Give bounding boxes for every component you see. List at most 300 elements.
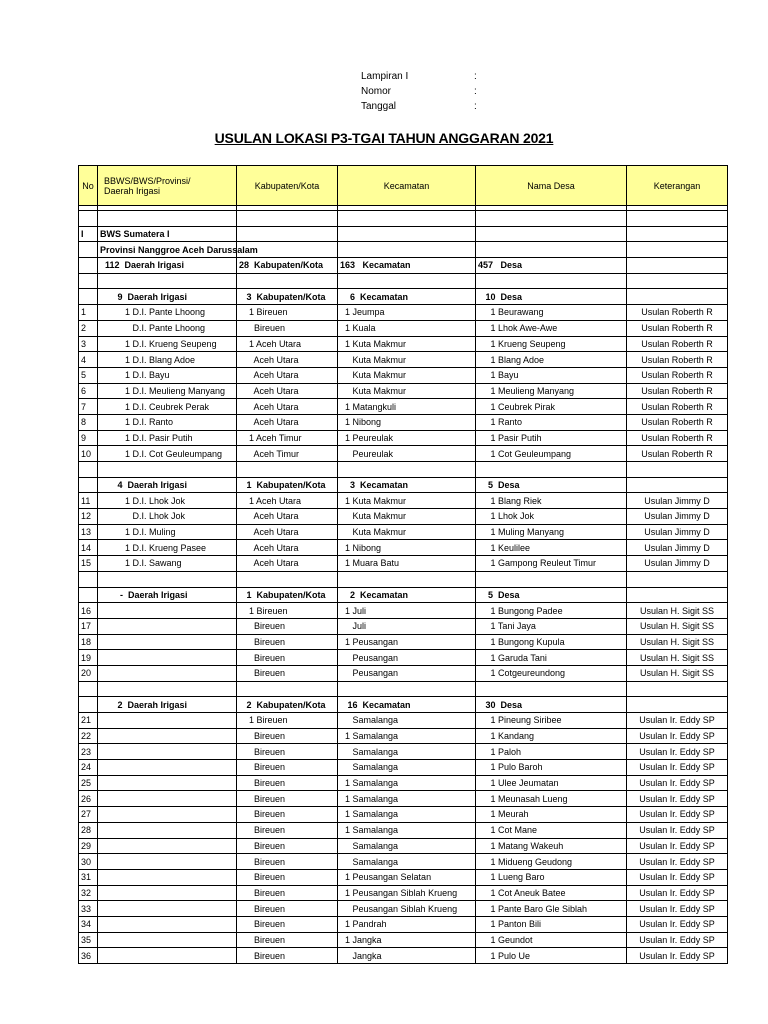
cell-nama-desa: 1 Midueng Geudong — [476, 854, 627, 870]
cell-keterangan: Usulan Roberth R — [627, 383, 728, 399]
cell-keterangan — [627, 681, 728, 697]
cell-daerah-irigasi: 9 Daerah Irigasi — [98, 289, 237, 305]
table-row — [79, 650, 728, 666]
blank-row — [79, 273, 728, 289]
cell-kabupaten: Bireuen — [237, 822, 338, 838]
cell-no: 27 — [79, 807, 98, 823]
meta-row-lampiran — [361, 69, 477, 84]
cell-keterangan — [627, 697, 728, 713]
cell-kecamatan: 1 Juli — [338, 603, 476, 619]
cell-kecamatan: 6 Kecamatan — [338, 289, 476, 305]
cell-no: 36 — [79, 948, 98, 964]
cell-kabupaten: Aceh Utara — [237, 540, 338, 556]
header-nama-desa: Nama Desa — [476, 166, 627, 206]
cell-no: 33 — [79, 901, 98, 917]
cell-kecamatan: 1 Nibong — [338, 414, 476, 430]
cell-no: 35 — [79, 932, 98, 948]
cell-keterangan: Usulan Ir. Eddy SP — [627, 775, 728, 791]
cell-keterangan — [627, 462, 728, 478]
cell-kecamatan: 1 Jeumpa — [338, 305, 476, 321]
cell-no: 13 — [79, 524, 98, 540]
cell-nama-desa: 1 Pulo Ue — [476, 948, 627, 964]
cell-daerah-irigasi: Provinsi Nanggroe Aceh Darussalam — [98, 242, 237, 258]
table-row — [79, 948, 728, 964]
cell-nama-desa: 1 Gampong Reuleut Timur — [476, 556, 627, 572]
cell-keterangan: Usulan Jimmy D — [627, 509, 728, 525]
cell-daerah-irigasi: 2 Daerah Irigasi — [98, 697, 237, 713]
cell-keterangan: Usulan Ir. Eddy SP — [627, 728, 728, 744]
cell-kecamatan: 1 Samalanga — [338, 775, 476, 791]
meta-row-nomor — [361, 84, 477, 99]
cell-daerah-irigasi — [98, 634, 237, 650]
cell-daerah-irigasi — [98, 618, 237, 634]
cell-no: 11 — [79, 493, 98, 509]
cell-nama-desa: 1 Lhok Awe-Awe — [476, 320, 627, 336]
cell-nama-desa: 457 Desa — [476, 258, 627, 274]
cell-no: 34 — [79, 916, 98, 932]
cell-kabupaten: 1 Aceh Timur — [237, 430, 338, 446]
cell-daerah-irigasi — [98, 462, 237, 478]
table-row — [79, 603, 728, 619]
cell-no — [79, 289, 98, 305]
cell-kecamatan: 1 Samalanga — [338, 728, 476, 744]
cell-nama-desa: 1 Geundot — [476, 932, 627, 948]
cell-kabupaten: Bireuen — [237, 320, 338, 336]
cell-kecamatan: Jangka — [338, 948, 476, 964]
cell-no: 7 — [79, 399, 98, 415]
cell-kabupaten: Aceh Timur — [237, 446, 338, 462]
meta-label: Tanggal — [361, 101, 397, 112]
cell-daerah-irigasi — [98, 211, 237, 227]
cell-keterangan — [627, 477, 728, 493]
cell-daerah-irigasi: 1 D.I. Krueng Pasee — [98, 540, 237, 556]
cell-kecamatan — [338, 571, 476, 587]
cell-kabupaten: Bireuen — [237, 885, 338, 901]
header-kecamatan: Kecamatan — [338, 166, 476, 206]
cell-keterangan: Usulan Roberth R — [627, 336, 728, 352]
cell-kecamatan: Kuta Makmur — [338, 383, 476, 399]
cell-kecamatan: 1 Peusangan Selatan — [338, 869, 476, 885]
table-row — [79, 242, 728, 258]
cell-nama-desa: 1 Matang Wakeuh — [476, 838, 627, 854]
cell-keterangan: Usulan Roberth R — [627, 305, 728, 321]
cell-kabupaten: 1 Bireuen — [237, 603, 338, 619]
cell-nama-desa: 1 Pante Baro Gle Siblah — [476, 901, 627, 917]
cell-kecamatan: 1 Samalanga — [338, 807, 476, 823]
table-row — [79, 305, 728, 321]
document-title: USULAN LOKASI P3-TGAI TAHUN ANGGARAN 2021 — [214, 130, 554, 146]
meta-label: Lampiran I — [361, 71, 409, 82]
cell-kecamatan: Juli — [338, 618, 476, 634]
cell-daerah-irigasi: 1 D.I. Ceubrek Perak — [98, 399, 237, 415]
cell-daerah-irigasi — [98, 885, 237, 901]
cell-kecamatan: 1 Kuala — [338, 320, 476, 336]
cell-nama-desa: 1 Cotgeureundong — [476, 665, 627, 681]
cell-kabupaten: Aceh Utara — [237, 524, 338, 540]
blank-row — [79, 571, 728, 587]
table-row — [79, 760, 728, 776]
cell-daerah-irigasi — [98, 916, 237, 932]
cell-keterangan: Usulan Ir. Eddy SP — [627, 807, 728, 823]
cell-nama-desa: 1 Cot Mane — [476, 822, 627, 838]
cell-daerah-irigasi — [98, 665, 237, 681]
cell-kabupaten: Aceh Utara — [237, 399, 338, 415]
table-row — [79, 399, 728, 415]
table-row — [79, 822, 728, 838]
cell-no — [79, 681, 98, 697]
meta-row-tanggal — [361, 99, 477, 114]
cell-no: 18 — [79, 634, 98, 650]
table-row — [79, 854, 728, 870]
cell-kecamatan: Peusangan — [338, 650, 476, 666]
cell-no: 12 — [79, 509, 98, 525]
cell-no — [79, 477, 98, 493]
cell-nama-desa: 1 Ceubrek Pirak — [476, 399, 627, 415]
cell-no — [79, 211, 98, 227]
cell-daerah-irigasi: D.I. Lhok Jok — [98, 509, 237, 525]
cell-daerah-irigasi — [98, 603, 237, 619]
cell-daerah-irigasi — [98, 650, 237, 666]
cell-keterangan: Usulan Ir. Eddy SP — [627, 760, 728, 776]
cell-nama-desa: 30 Desa — [476, 697, 627, 713]
cell-no: 8 — [79, 414, 98, 430]
cell-no: 17 — [79, 618, 98, 634]
cell-kabupaten: Bireuen — [237, 665, 338, 681]
cell-keterangan — [627, 226, 728, 242]
blank-row — [79, 211, 728, 227]
document-meta — [361, 69, 477, 114]
cell-kabupaten: Bireuen — [237, 650, 338, 666]
cell-nama-desa: 5 Desa — [476, 477, 627, 493]
cell-nama-desa: 1 Pulo Baroh — [476, 760, 627, 776]
cell-no: 10 — [79, 446, 98, 462]
cell-kabupaten: Aceh Utara — [237, 556, 338, 572]
cell-keterangan: Usulan Jimmy D — [627, 524, 728, 540]
cell-kabupaten — [237, 273, 338, 289]
cell-keterangan: Usulan Ir. Eddy SP — [627, 838, 728, 854]
cell-keterangan: Usulan H. Sigit SS — [627, 634, 728, 650]
table-row — [79, 414, 728, 430]
cell-keterangan: Usulan Ir. Eddy SP — [627, 822, 728, 838]
cell-daerah-irigasi — [98, 838, 237, 854]
cell-nama-desa: 1 Ulee Jeumatan — [476, 775, 627, 791]
cell-no: 16 — [79, 603, 98, 619]
cell-kecamatan: Kuta Makmur — [338, 367, 476, 383]
cell-kabupaten: Aceh Utara — [237, 352, 338, 368]
table-row — [79, 226, 728, 242]
table-row — [79, 838, 728, 854]
cell-daerah-irigasi: 1 D.I. Muling — [98, 524, 237, 540]
cell-keterangan — [627, 258, 728, 274]
cell-kecamatan: 3 Kecamatan — [338, 477, 476, 493]
cell-daerah-irigasi — [98, 713, 237, 729]
header-kabupaten: Kabupaten/Kota — [237, 166, 338, 206]
cell-kabupaten: 28 Kabupaten/Kota — [237, 258, 338, 274]
cell-no — [79, 697, 98, 713]
cell-keterangan: Usulan Roberth R — [627, 352, 728, 368]
cell-keterangan: Usulan Ir. Eddy SP — [627, 885, 728, 901]
table-row — [79, 383, 728, 399]
cell-daerah-irigasi: 1 D.I. Lhok Jok — [98, 493, 237, 509]
cell-no: 32 — [79, 885, 98, 901]
cell-kecamatan — [338, 211, 476, 227]
cell-kecamatan: 1 Kuta Makmur — [338, 336, 476, 352]
table-row — [79, 901, 728, 917]
cell-daerah-irigasi: 112 Daerah Irigasi — [98, 258, 237, 274]
cell-kecamatan: Kuta Makmur — [338, 509, 476, 525]
cell-keterangan: Usulan Ir. Eddy SP — [627, 791, 728, 807]
table-row — [79, 477, 728, 493]
cell-no: 29 — [79, 838, 98, 854]
cell-keterangan: Usulan Roberth R — [627, 399, 728, 415]
cell-kabupaten — [237, 681, 338, 697]
cell-daerah-irigasi: 1 D.I. Ranto — [98, 414, 237, 430]
cell-keterangan: Usulan Roberth R — [627, 430, 728, 446]
cell-no — [79, 273, 98, 289]
table-row — [79, 540, 728, 556]
table-row — [79, 446, 728, 462]
cell-kecamatan: 163 Kecamatan — [338, 258, 476, 274]
cell-no: 1 — [79, 305, 98, 321]
cell-daerah-irigasi: 1 D.I. Bayu — [98, 367, 237, 383]
cell-kecamatan: Peureulak — [338, 446, 476, 462]
cell-keterangan: Usulan Ir. Eddy SP — [627, 744, 728, 760]
cell-nama-desa: 1 Cot Geuleumpang — [476, 446, 627, 462]
cell-no: 22 — [79, 728, 98, 744]
cell-kabupaten: 1 Kabupaten/Kota — [237, 587, 338, 603]
table-header-row — [79, 166, 728, 206]
cell-daerah-irigasi: 1 D.I. Pante Lhoong — [98, 305, 237, 321]
cell-daerah-irigasi: D.I. Pante Lhoong — [98, 320, 237, 336]
cell-no: 20 — [79, 665, 98, 681]
cell-kabupaten — [237, 462, 338, 478]
cell-no: 9 — [79, 430, 98, 446]
cell-nama-desa: 1 Krueng Seupeng — [476, 336, 627, 352]
cell-no: 28 — [79, 822, 98, 838]
cell-kecamatan: Peusangan — [338, 665, 476, 681]
cell-no: 31 — [79, 869, 98, 885]
cell-kabupaten: Bireuen — [237, 728, 338, 744]
table-row — [79, 618, 728, 634]
header-daerah-irigasi — [98, 166, 237, 206]
cell-kecamatan: 1 Peureulak — [338, 430, 476, 446]
cell-keterangan — [627, 242, 728, 258]
cell-nama-desa: 1 Kandang — [476, 728, 627, 744]
cell-nama-desa — [476, 681, 627, 697]
cell-no: 23 — [79, 744, 98, 760]
cell-nama-desa: 1 Bungong Padee — [476, 603, 627, 619]
cell-kabupaten: Bireuen — [237, 854, 338, 870]
table-body — [79, 206, 728, 964]
cell-nama-desa — [476, 242, 627, 258]
cell-kecamatan: 1 Samalanga — [338, 822, 476, 838]
cell-kecamatan: 1 Kuta Makmur — [338, 493, 476, 509]
cell-kecamatan: Kuta Makmur — [338, 352, 476, 368]
table-row — [79, 587, 728, 603]
cell-nama-desa: 1 Pineung Siribee — [476, 713, 627, 729]
cell-nama-desa: 1 Ranto — [476, 414, 627, 430]
cell-no: 21 — [79, 713, 98, 729]
cell-keterangan: Usulan Roberth R — [627, 320, 728, 336]
cell-kabupaten: Bireuen — [237, 791, 338, 807]
cell-daerah-irigasi: 1 D.I. Blang Adoe — [98, 352, 237, 368]
cell-daerah-irigasi: - Daerah Irigasi — [98, 587, 237, 603]
cell-nama-desa — [476, 211, 627, 227]
cell-nama-desa: 1 Lhok Jok — [476, 509, 627, 525]
table-row — [79, 524, 728, 540]
cell-nama-desa: 1 Cot Aneuk Batee — [476, 885, 627, 901]
cell-kabupaten: 1 Aceh Utara — [237, 493, 338, 509]
cell-no — [79, 258, 98, 274]
cell-daerah-irigasi — [98, 932, 237, 948]
cell-nama-desa — [476, 226, 627, 242]
cell-nama-desa: 1 Tani Jaya — [476, 618, 627, 634]
cell-no: I — [79, 226, 98, 242]
cell-kabupaten: Bireuen — [237, 901, 338, 917]
table-row — [79, 869, 728, 885]
cell-daerah-irigasi — [98, 791, 237, 807]
table-row — [79, 775, 728, 791]
cell-no: 2 — [79, 320, 98, 336]
cell-no — [79, 571, 98, 587]
cell-no — [79, 462, 98, 478]
cell-kabupaten — [237, 571, 338, 587]
table-row — [79, 885, 728, 901]
cell-no — [79, 242, 98, 258]
cell-kabupaten: Bireuen — [237, 775, 338, 791]
cell-nama-desa: 5 Desa — [476, 587, 627, 603]
cell-daerah-irigasi: 1 D.I. Pasir Putih — [98, 430, 237, 446]
cell-daerah-irigasi: 1 D.I. Krueng Seupeng — [98, 336, 237, 352]
cell-keterangan: Usulan H. Sigit SS — [627, 665, 728, 681]
table-row — [79, 430, 728, 446]
cell-keterangan: Usulan Roberth R — [627, 446, 728, 462]
table-row — [79, 791, 728, 807]
table-row — [79, 665, 728, 681]
cell-keterangan: Usulan H. Sigit SS — [627, 603, 728, 619]
cell-kabupaten: 3 Kabupaten/Kota — [237, 289, 338, 305]
cell-kabupaten: Bireuen — [237, 916, 338, 932]
cell-kabupaten: Bireuen — [237, 838, 338, 854]
cell-no — [79, 587, 98, 603]
cell-nama-desa: 1 Pasir Putih — [476, 430, 627, 446]
cell-kabupaten: Aceh Utara — [237, 383, 338, 399]
cell-kabupaten: Bireuen — [237, 634, 338, 650]
cell-kecamatan — [338, 226, 476, 242]
table-row — [79, 289, 728, 305]
cell-nama-desa — [476, 571, 627, 587]
cell-no: 26 — [79, 791, 98, 807]
cell-nama-desa: 1 Beurawang — [476, 305, 627, 321]
cell-daerah-irigasi — [98, 822, 237, 838]
cell-no: 5 — [79, 367, 98, 383]
cell-nama-desa: 1 Bayu — [476, 367, 627, 383]
cell-no: 30 — [79, 854, 98, 870]
table-row — [79, 336, 728, 352]
cell-nama-desa: 10 Desa — [476, 289, 627, 305]
table-row — [79, 320, 728, 336]
cell-kecamatan: 1 Nibong — [338, 540, 476, 556]
cell-nama-desa: 1 Blang Adoe — [476, 352, 627, 368]
cell-nama-desa: 1 Blang Riek — [476, 493, 627, 509]
table-row — [79, 916, 728, 932]
cell-keterangan: Usulan Ir. Eddy SP — [627, 916, 728, 932]
cell-nama-desa: 1 Meunasah Lueng — [476, 791, 627, 807]
table-row — [79, 367, 728, 383]
cell-keterangan — [627, 289, 728, 305]
table-row — [79, 807, 728, 823]
cell-nama-desa: 1 Panton Bili — [476, 916, 627, 932]
table-row — [79, 258, 728, 274]
cell-daerah-irigasi — [98, 760, 237, 776]
cell-keterangan: Usulan Ir. Eddy SP — [627, 713, 728, 729]
cell-kabupaten: Aceh Utara — [237, 509, 338, 525]
cell-kecamatan: Samalanga — [338, 854, 476, 870]
cell-keterangan: Usulan Jimmy D — [627, 540, 728, 556]
cell-kabupaten: 1 Aceh Utara — [237, 336, 338, 352]
cell-keterangan: Usulan Roberth R — [627, 414, 728, 430]
cell-kecamatan: 1 Peusangan — [338, 634, 476, 650]
cell-kecamatan — [338, 273, 476, 289]
cell-daerah-irigasi — [98, 807, 237, 823]
cell-kecamatan: Kuta Makmur — [338, 524, 476, 540]
meta-label: Nomor — [361, 86, 392, 97]
cell-daerah-irigasi — [98, 728, 237, 744]
cell-no: 19 — [79, 650, 98, 666]
table-row — [79, 713, 728, 729]
cell-daerah-irigasi — [98, 775, 237, 791]
cell-daerah-irigasi — [98, 854, 237, 870]
cell-daerah-irigasi: 1 D.I. Cot Geuleumpang — [98, 446, 237, 462]
cell-kecamatan: 1 Peusangan Siblah Krueng — [338, 885, 476, 901]
cell-kecamatan — [338, 462, 476, 478]
cell-kecamatan: Samalanga — [338, 713, 476, 729]
cell-nama-desa: 1 Muling Manyang — [476, 524, 627, 540]
cell-daerah-irigasi: BWS Sumatera I — [98, 226, 237, 242]
cell-nama-desa: 1 Paloh — [476, 744, 627, 760]
table-row — [79, 697, 728, 713]
cell-kecamatan: Peusangan Siblah Krueng — [338, 901, 476, 917]
cell-kecamatan: 16 Kecamatan — [338, 697, 476, 713]
cell-keterangan — [627, 273, 728, 289]
cell-daerah-irigasi — [98, 681, 237, 697]
cell-kabupaten: Bireuen — [237, 948, 338, 964]
cell-nama-desa: 1 Garuda Tani — [476, 650, 627, 666]
blank-row — [79, 462, 728, 478]
cell-kabupaten — [237, 226, 338, 242]
header-keterangan: Keterangan — [627, 166, 728, 206]
cell-no: 24 — [79, 760, 98, 776]
table-row — [79, 509, 728, 525]
cell-keterangan: Usulan Roberth R — [627, 367, 728, 383]
cell-kecamatan: 1 Muara Batu — [338, 556, 476, 572]
cell-kecamatan: Samalanga — [338, 760, 476, 776]
cell-kabupaten: Bireuen — [237, 744, 338, 760]
cell-daerah-irigasi: 4 Daerah Irigasi — [98, 477, 237, 493]
cell-no: 15 — [79, 556, 98, 572]
cell-daerah-irigasi — [98, 948, 237, 964]
cell-nama-desa — [476, 462, 627, 478]
cell-kabupaten: Aceh Utara — [237, 367, 338, 383]
cell-keterangan: Usulan Ir. Eddy SP — [627, 869, 728, 885]
header-daerah-irigasi-text: BBWS/BWS/Provinsi/ Daerah Irigasi — [104, 175, 191, 196]
cell-kabupaten: 2 Kabupaten/Kota — [237, 697, 338, 713]
cell-nama-desa — [476, 273, 627, 289]
cell-daerah-irigasi — [98, 744, 237, 760]
cell-keterangan: Usulan Jimmy D — [627, 493, 728, 509]
cell-kecamatan — [338, 681, 476, 697]
table-row — [79, 556, 728, 572]
